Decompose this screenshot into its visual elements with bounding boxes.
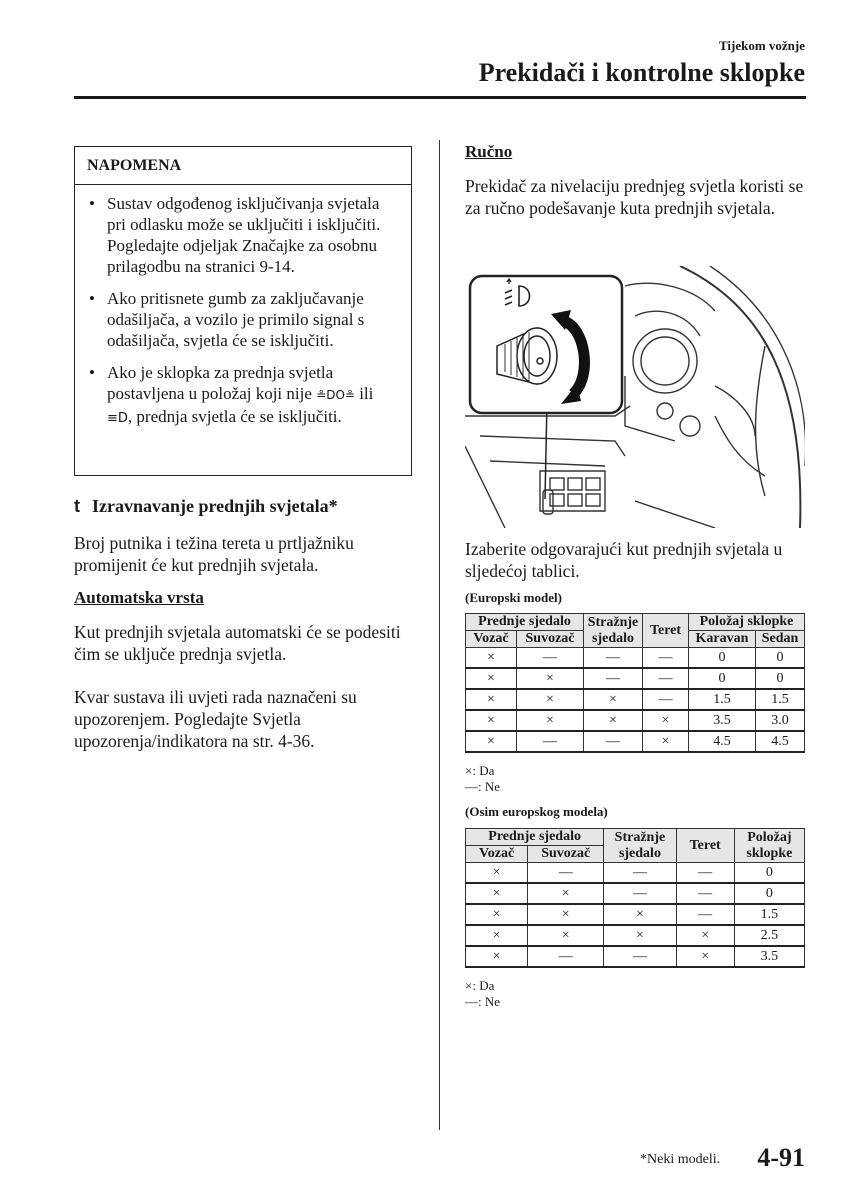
table-row [466, 925, 805, 946]
table-cell: × [466, 946, 528, 967]
table-cell: — [604, 863, 676, 884]
table-cell: 0 [734, 883, 804, 904]
note-list [75, 185, 411, 429]
levelling-intro: Broj putnika i težina tereta u prtljažniku promijenit će kut prednjih svjetala. [74, 533, 354, 575]
table-cell: 0 [734, 863, 804, 884]
table-row [466, 904, 805, 925]
legend-no: —: Ne [465, 779, 501, 794]
col-rear-seat: Stražnje sjedalo [584, 614, 643, 648]
table-cell: 0 [689, 668, 756, 689]
table-row [466, 710, 805, 731]
table-cell: 2.5 [734, 925, 804, 946]
table-cell: — [528, 946, 604, 967]
note-item [107, 362, 401, 429]
col-load: Teret [676, 829, 734, 863]
table-cell: — [604, 946, 676, 967]
col-rear-seat: Stražnje sjedalo [604, 829, 676, 863]
table-cell: × [466, 904, 528, 925]
table-row [466, 946, 805, 967]
table-cell: × [466, 689, 517, 710]
column-divider [439, 140, 440, 1130]
table-cell: — [517, 648, 584, 669]
table-cell: × [517, 710, 584, 731]
note-box [74, 146, 412, 476]
table-cell: — [643, 689, 689, 710]
col-driver: Vozač [466, 846, 528, 863]
table-cell: 3.5 [734, 946, 804, 967]
note-item: • Sustav odgođenog isključivanja svjetala pri odlasku može se uključiti i isključiti. Pogledajte odjeljak Značajke za osobnu prilagodbu na stranici 9-14. [107, 193, 401, 277]
levelling-heading [74, 496, 338, 517]
noneu-table-legend [465, 978, 500, 1010]
table-cell: × [584, 710, 643, 731]
table-cell: × [466, 883, 528, 904]
levelling-title: Izravnavanje prednjih svjetala* [92, 496, 338, 516]
col-driver: Vozač [466, 631, 517, 648]
legend-no: —: Ne [465, 994, 501, 1009]
table-row [466, 648, 805, 669]
table-cell: × [466, 731, 517, 752]
table-row [466, 863, 805, 884]
note-item-text: , prednja svjetla će se isključiti. [127, 407, 342, 426]
footnote: *Neki modeli. [640, 1152, 721, 1167]
table-cell: 1.5 [734, 904, 804, 925]
table-cell: × [604, 925, 676, 946]
select-angle-text: Izaberite odgovarajući kut prednjih svjetala u sljedećoj tablici. [465, 539, 783, 581]
table-cell: × [517, 689, 584, 710]
parking-light-icon: ≗DO≗ [316, 388, 355, 402]
table-cell: × [584, 689, 643, 710]
table-cell: × [643, 731, 689, 752]
table-cell: 4.5 [756, 731, 805, 752]
eu-table-legend [465, 763, 500, 795]
table-cell: × [643, 710, 689, 731]
table-row [466, 883, 805, 904]
table-cell: × [676, 925, 734, 946]
table-cell: × [528, 925, 604, 946]
table-cell: × [528, 883, 604, 904]
col-passenger: Suvozač [528, 846, 604, 863]
table-cell: — [528, 863, 604, 884]
table-cell: 3.0 [756, 710, 805, 731]
note-item-text: ili [354, 384, 374, 403]
table-cell: × [676, 946, 734, 967]
auto-type-heading: Automatska vrsta [74, 588, 204, 607]
table-cell: 3.5 [689, 710, 756, 731]
eu-table-caption: (Europski model) [465, 590, 562, 605]
table-cell: 1.5 [756, 689, 805, 710]
table-cell: — [643, 648, 689, 669]
table-cell: × [528, 904, 604, 925]
col-wagon: Karavan [689, 631, 756, 648]
table-cell: × [604, 904, 676, 925]
auto-type-text: Kut prednjih svjetala automatski će se podesiti čim se uključe prednja svjetla. [74, 622, 401, 664]
table-cell: × [466, 863, 528, 884]
legend-yes: ×: Da [465, 978, 495, 993]
page-number: 4-91 [757, 1143, 805, 1172]
manual-text: Prekidač za nivelaciju prednjeg svjetla koristi se za ručno podešavanje kuta prednjih svjetala. [465, 176, 804, 218]
page-title: Prekidači i kontrolne sklopke [478, 58, 805, 87]
table-cell: — [604, 883, 676, 904]
table-cell: × [466, 648, 517, 669]
col-switch-position: Položaj sklopke [689, 614, 805, 631]
headlight-icon: ≡D [107, 411, 128, 426]
table-cell: — [643, 668, 689, 689]
col-switch-position: Položaj sklopke [734, 829, 804, 863]
table-cell: 0 [689, 648, 756, 669]
dashboard-drawing [465, 266, 805, 528]
col-load: Teret [643, 614, 689, 648]
section-label: Tijekom vožnje [718, 38, 805, 53]
section-marker: t [74, 496, 80, 516]
note-title: NAPOMENA [75, 147, 411, 185]
table-cell: — [676, 863, 734, 884]
col-passenger: Suvozač [517, 631, 584, 648]
table-cell: × [517, 668, 584, 689]
title-rule [74, 96, 806, 99]
table-cell: × [466, 925, 528, 946]
col-sedan: Sedan [756, 631, 805, 648]
table-cell: — [676, 883, 734, 904]
col-front-seat: Prednje sjedalo [466, 614, 584, 631]
eu-levelling-table [465, 613, 805, 753]
table-cell: — [584, 668, 643, 689]
table-cell: — [676, 904, 734, 925]
table-cell: 1.5 [689, 689, 756, 710]
noneu-table-caption: (Osim europskog modela) [465, 804, 608, 819]
noneu-levelling-table [465, 828, 805, 968]
table-cell: — [517, 731, 584, 752]
table-row [466, 689, 805, 710]
table-cell: — [584, 648, 643, 669]
manual-heading: Ručno [465, 142, 513, 161]
col-front-seat: Prednje sjedalo [466, 829, 604, 846]
table-cell: 4.5 [689, 731, 756, 752]
legend-yes: ×: Da [465, 763, 495, 778]
table-cell: 0 [756, 668, 805, 689]
table-cell: × [466, 668, 517, 689]
table-cell: — [584, 731, 643, 752]
table-row [466, 731, 805, 752]
malfunction-text: Kvar sustava ili uvjeti rada naznačeni su upozorenjem. Pogledajte Svjetla upozorenja/indikatora na str. 4-36. [74, 687, 357, 751]
dashboard-illustration [465, 266, 805, 528]
table-cell: 0 [756, 648, 805, 669]
note-item-text: Ako je sklopka za prednja svjetla postavljena u položaj koji nije [107, 363, 334, 403]
table-cell: × [466, 710, 517, 731]
note-item: • Ako pritisnete gumb za zaključavanje odašiljača, a vozilo je primilo signal s odašiljača, svjetla će se isključiti. [107, 288, 401, 351]
table-row [466, 668, 805, 689]
